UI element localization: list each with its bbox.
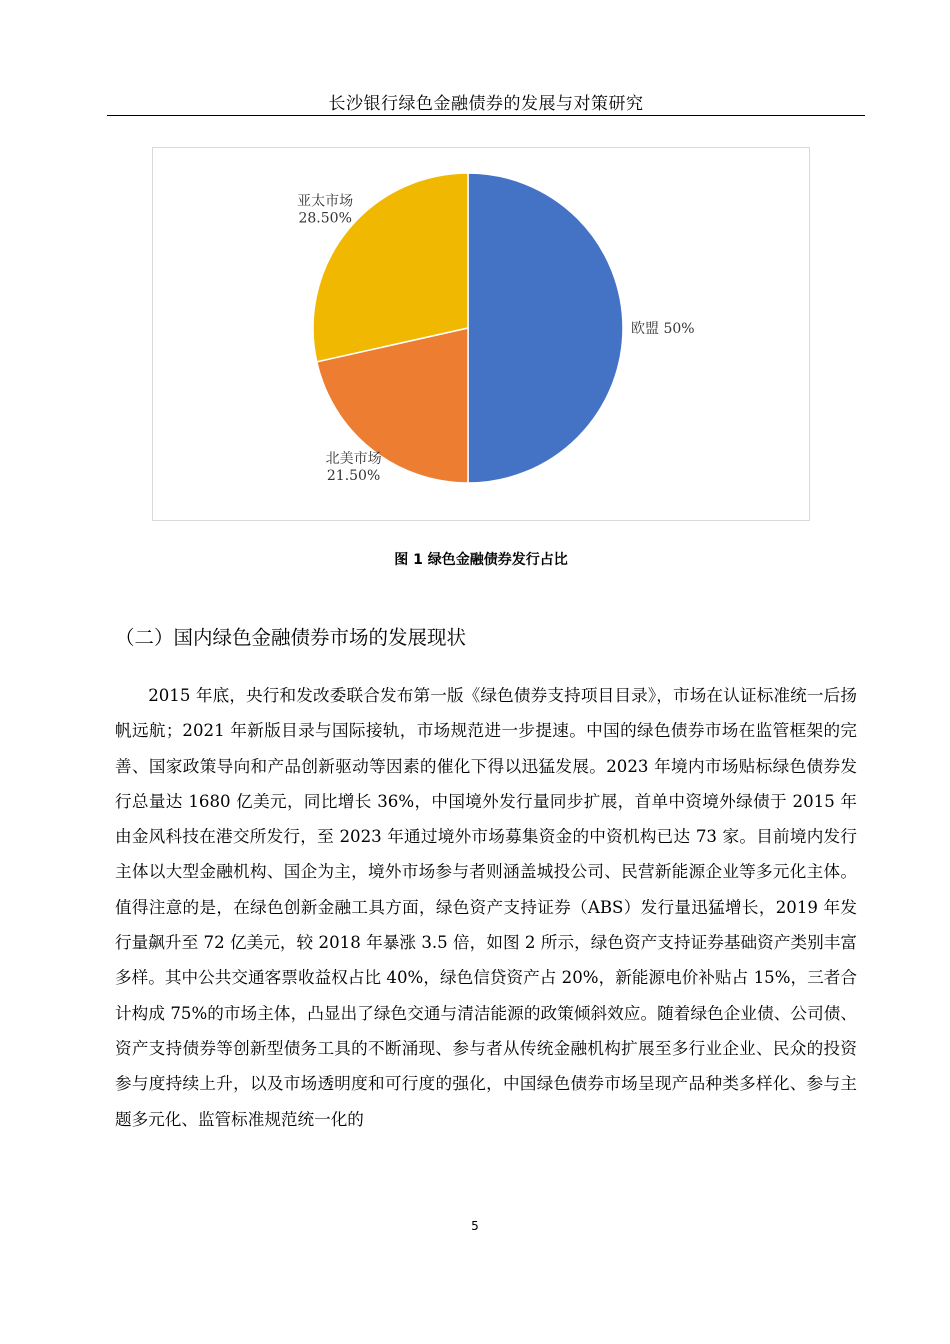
pie-label-2: 亚太市场 28.50% [297, 193, 354, 227]
page-header-title: 长沙银行绿色金融债券的发展与对策研究 [328, 94, 644, 114]
body-paragraph: 2015 年底，央行和发改委联合发布第一版《绿色债券支持项目目录》，市场在认证标准统一后扬帆远航；2021 年新版目录与国际接轨，市场规范进一步提速。中国的绿色债券市场在监管框架的完善、国家政策导向和产品创新驱动等因素的催化下得以迅猛发展。2023 年境内市场贴标绿色债券发行总量达 1680 亿美元，同比增长 36%，中国境外发行量同步扩展，首单中资境外绿债于 2015 年由金风科技在港交所发行，至 2023 年通过境外市场募集资金的中资机构已达 73 家。目前境内发行主体以大型金融机构、国企为主，境外市场参与者则涵盖城投公司、民营新能源企业等多元化主体。值得注意的是，在绿色创新金融工具方面，绿色资产支持证券（ABS）发行量迅猛增长，2019 年发行量飙升至 72 亿美元，较 2018 年暴涨 3.5 倍，如图 2 所示，绿色资产支持证券基础资产类别丰富多样。其中公共交通客票收益权占比 40%，绿色信贷资产占 20%，新能源电价补贴占 15%，三者合计构成 75%的市场主体，凸显出了绿色交通与清洁能源的政策倾斜效应。随着绿色企业债、公司债、资产支持债券等创新型债务工具的不断涌现、参与者从传统金融机构扩展至多行业企业、民众的投资参与度持续上升，以及市场透明度和可行度的强化，中国绿色债券市场呈现产品种类多样化、参与主题多元化、监管标准规范统一化的 [115, 686, 857, 1129]
pie-chart-svg [153, 148, 811, 522]
header-rule [107, 115, 865, 116]
pie-slice-0 [468, 173, 623, 483]
figure-caption: 图 1 绿色金融债券发行占比 [394, 552, 568, 568]
body-text [115, 678, 857, 1137]
page-number: 5 [471, 1219, 479, 1233]
pie-chart [152, 147, 810, 521]
section-heading: （二）国内绿色金融债券市场的发展现状 [115, 626, 467, 649]
pie-label-1: 北美市场 21.50% [325, 450, 382, 484]
pie-label-0: 欧盟 50% [631, 321, 695, 337]
